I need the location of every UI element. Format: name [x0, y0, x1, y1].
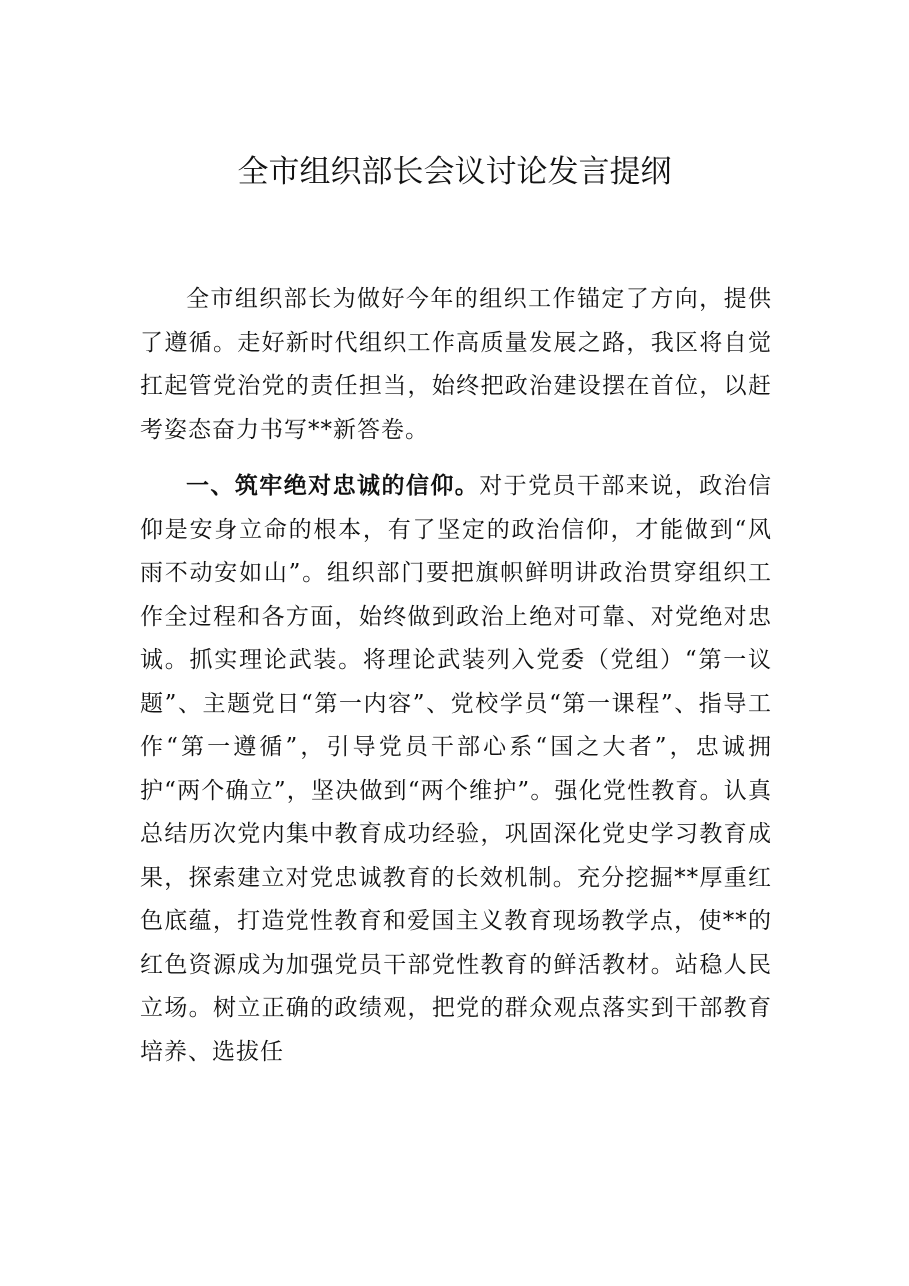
- intro-paragraph: [140, 278, 772, 452]
- document-body: [140, 278, 772, 1074]
- document-title: 全市组织部长会议讨论发言提纲: [237, 154, 672, 190]
- section-one-paragraph: [140, 464, 772, 1074]
- intro-paragraph-text: 全市组织部长为做好今年的组织工作锚定了方向，提供了遵循。走好新时代组织工作高质量发展之路，我区将自觉扛起管党治党的责任担当，始终把政治建设摆在首位，以赶考姿态奋力书写**新答卷。: [140, 286, 772, 443]
- section-one-heading: 一、筑牢绝对忠诚的信仰。: [186, 472, 480, 499]
- section-one-text: 对于党员干部来说，政治信仰是安身立命的根本，有了坚定的政治信仰，才能做到“风雨不动安如山”。组织部门要把旗帜鲜明讲政治贯穿组织工作全过程和各方面，始终做到政治上绝对可靠、对党绝对忠诚。抓实理论武装。将理论武装列入党委（党组）“第一议题”、主题党日“第一内容”、党校学员“第一课程”、指导工作“第一遵循”，引导党员干部心系“国之大者”，忠诚拥护“两个确立”，坚决做到“两个维护”。强化党性教育。认真总结历次党内集中教育成功经验，巩固深化党史学习教育成果，探索建立对党忠诚教育的长效机制。充分挖掘**厚重红色底蕴，打造党性教育和爱国主义教育现场教学点，使**的红色资源成为加强党员干部党性教育的鲜活教材。站稳人民立场。树立正确的政绩观，把党的群众观点落实到干部教育培养、选拔任: [140, 473, 773, 1065]
